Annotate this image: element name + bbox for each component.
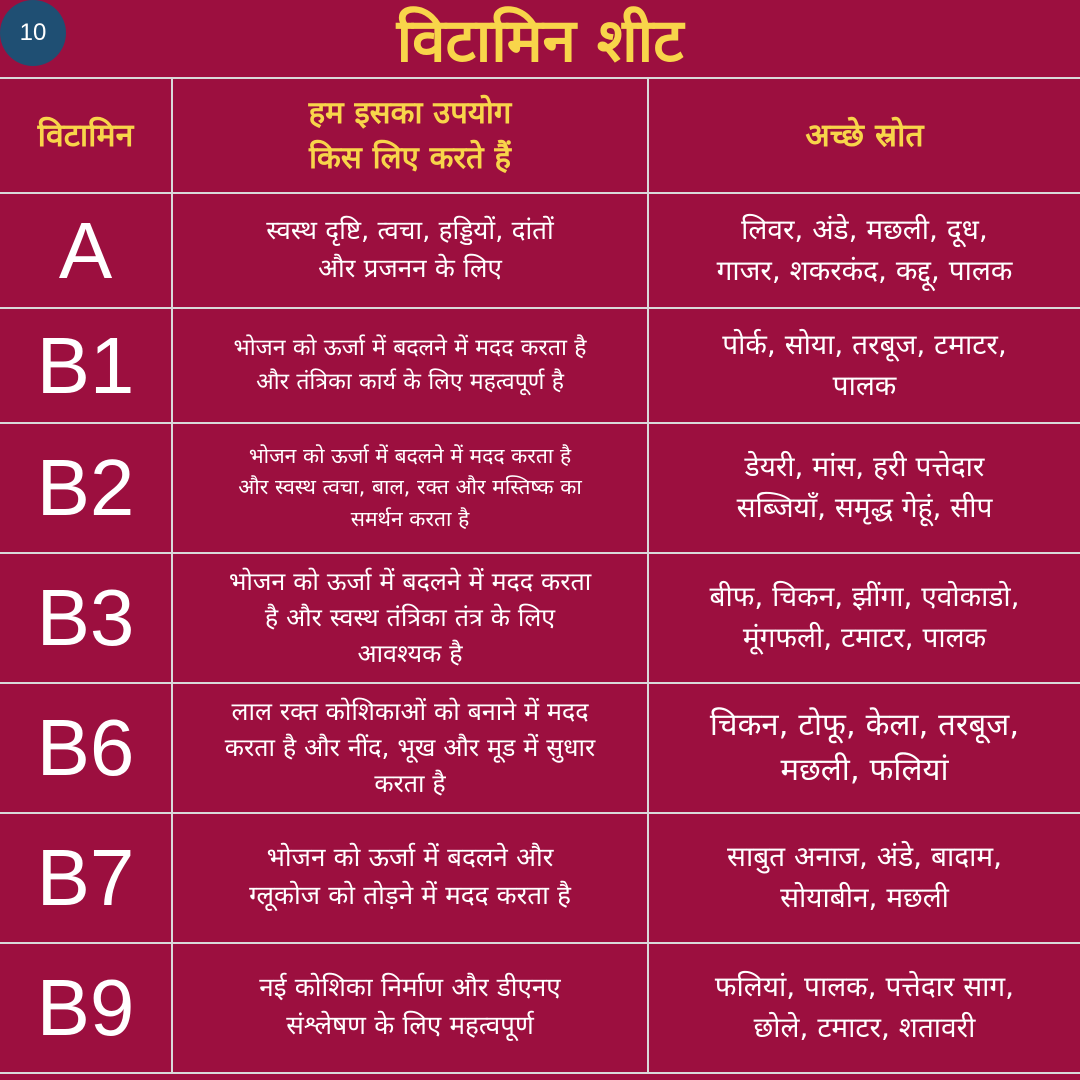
source-line: मछली, फलियां (780, 752, 949, 788)
use-line: संश्लेषण के लिए महत्वपूर्ण (286, 1011, 534, 1041)
source-line: साबुत अनाज, अंडे, बादाम, (727, 840, 1002, 874)
use-line: समर्थन करता है (350, 506, 470, 531)
use-line: भोजन को ऊर्जा में बदलने में मदद करता है (248, 443, 572, 468)
header-use-line-2: किस लिए करते हैं (309, 139, 511, 176)
source-line: चिकन, टोफू, केला, तरबूज, (709, 707, 1020, 744)
use-line: आवश्यक है (357, 639, 463, 669)
vitamin-name: B7 (0, 813, 172, 943)
use-line: ग्लूकोज को तोड़ने में मदद करता है (249, 881, 571, 911)
use-line: करता है (374, 769, 446, 799)
table-row (0, 423, 1080, 553)
source-line: छोले, टमाटर, शतावरी (753, 1011, 976, 1044)
vitamin-name: B2 (0, 423, 172, 553)
source-line: सब्जियाँ, समृद्ध गेहूं, सीप (736, 491, 993, 524)
use-line: नई कोशिका निर्माण और डीएनए (259, 973, 561, 1004)
vitamin-use (172, 553, 648, 683)
vitamin-sources (648, 943, 1080, 1073)
source-line: पालक (832, 368, 897, 402)
vitamin-sources (648, 683, 1080, 813)
header-use-line-1: हम इसका उपयोग (308, 94, 512, 131)
use-line: है और स्वस्थ तंत्रिका तंत्र के लिए (264, 602, 556, 632)
vitamin-use (172, 813, 648, 943)
table-header-row (0, 78, 1080, 193)
source-line: डेयरी, मांस, हरी पत्तेदार (744, 450, 985, 484)
header-vitamin: विटामिन (0, 78, 172, 193)
vitamin-use (172, 683, 648, 813)
use-line: और प्रजनन के लिए (318, 253, 502, 284)
source-line: सोयाबीन, मछली (780, 881, 949, 914)
source-line: गाजर, शकरकंद, कद्दू, पालक (716, 253, 1013, 287)
vitamin-sources (648, 308, 1080, 423)
vitamin-use (172, 193, 648, 308)
vitamin-sources (648, 423, 1080, 553)
use-line: भोजन को ऊर्जा में बदलने में मदद करता है (233, 335, 587, 362)
use-line: भोजन को ऊर्जा में बदलने और (266, 843, 554, 874)
source-line: पोर्क, सोया, तरबूज, टमाटर, (722, 327, 1007, 361)
table-row (0, 193, 1080, 308)
vitamin-table (0, 77, 1080, 1074)
source-line: लिवर, अंडे, मछली, दूध, (741, 212, 988, 246)
vitamin-use (172, 423, 648, 553)
vitamin-name: B1 (0, 308, 172, 423)
vitamin-use (172, 943, 648, 1073)
page-number-badge: 10 (0, 0, 66, 66)
use-line: और स्वस्थ त्वचा, बाल, रक्त और मस्तिष्क का (238, 475, 582, 500)
table-row (0, 813, 1080, 943)
use-line: करता है और नींद, भूख और मूड में सुधार (224, 732, 596, 762)
header-use (172, 78, 648, 193)
use-line: भोजन को ऊर्जा में बदलने में मदद करता (228, 566, 592, 596)
source-line: मूंगफली, टमाटर, पालक (742, 621, 987, 654)
page-title: विटामिन शीट (396, 6, 684, 76)
header-sources: अच्छे स्रोत (648, 78, 1080, 193)
vitamin-use (172, 308, 648, 423)
use-line: और तंत्रिका कार्य के लिए महत्वपूर्ण है (256, 368, 564, 395)
vitamin-name: B3 (0, 553, 172, 683)
vitamin-sources (648, 193, 1080, 308)
use-line: लाल रक्त कोशिकाओं को बनाने में मदद (231, 696, 589, 726)
vitamin-sources (648, 813, 1080, 943)
vitamin-sources (648, 553, 1080, 683)
table-row (0, 943, 1080, 1073)
vitamin-name: B6 (0, 683, 172, 813)
use-line: स्वस्थ दृष्टि, त्वचा, हड्डियों, दांतों (266, 215, 554, 246)
vitamin-name: B9 (0, 943, 172, 1073)
source-line: बीफ, चिकन, झींगा, एवोकाडो, (709, 580, 1020, 614)
vitamin-name: A (0, 193, 172, 308)
table-row (0, 553, 1080, 683)
table-row (0, 683, 1080, 813)
source-line: फलियां, पालक, पत्तेदार साग, (714, 970, 1015, 1004)
table-row (0, 308, 1080, 423)
